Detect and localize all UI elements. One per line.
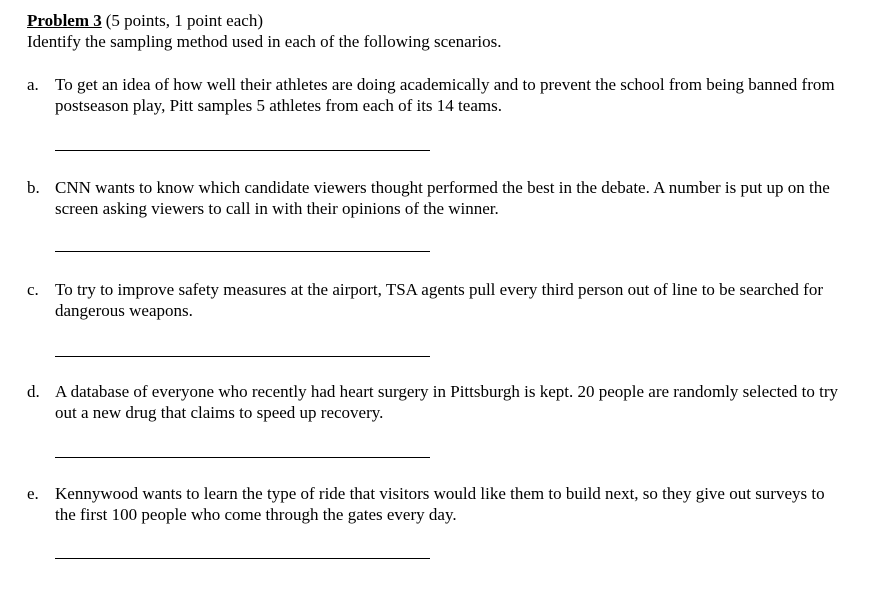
question-letter: d.	[27, 382, 40, 401]
points-note: (5 points, 1 point each)	[105, 11, 263, 30]
question-letter: e.	[27, 484, 39, 503]
question-b	[27, 177, 847, 219]
question-text: CNN wants to know which candidate viewers thought performed the best in the debate. A number is put up on the screen asking viewers to call in with their opinions of the winner.	[55, 178, 830, 218]
problem-header	[27, 10, 847, 52]
answer-line-d[interactable]	[55, 457, 430, 458]
question-text: To get an idea of how well their athletes are doing academically and to prevent the school from being banned from postseason play, Pitt samples 5 athletes from each of its 14 teams.	[55, 75, 835, 115]
answer-line-e[interactable]	[55, 558, 430, 559]
answer-line-c[interactable]	[55, 356, 430, 357]
question-text: A database of everyone who recently had heart surgery in Pittsburgh is kept. 20 people are randomly selected to try out a new drug that claims to speed up recovery.	[55, 382, 839, 422]
question-letter: c.	[27, 280, 39, 299]
answer-line-b[interactable]	[55, 251, 430, 252]
question-a	[27, 74, 847, 116]
question-text: Kennywood wants to learn the type of ride that visitors would like them to build next, so they give out surveys to the first 100 people who come through the gates every day.	[55, 484, 825, 524]
question-letter: a.	[27, 75, 39, 94]
question-d	[27, 381, 847, 423]
answer-line-a[interactable]	[55, 150, 430, 151]
question-c	[27, 279, 847, 321]
problem-title-line	[27, 10, 847, 31]
question-letter: b.	[27, 178, 40, 197]
instructions: Identify the sampling method used in each of the following scenarios.	[27, 32, 502, 51]
question-e	[27, 483, 847, 525]
problem-label: Problem 3	[27, 11, 102, 30]
question-text: To try to improve safety measures at the airport, TSA agents pull every third person out of line to be searched for dangerous weapons.	[55, 280, 824, 320]
